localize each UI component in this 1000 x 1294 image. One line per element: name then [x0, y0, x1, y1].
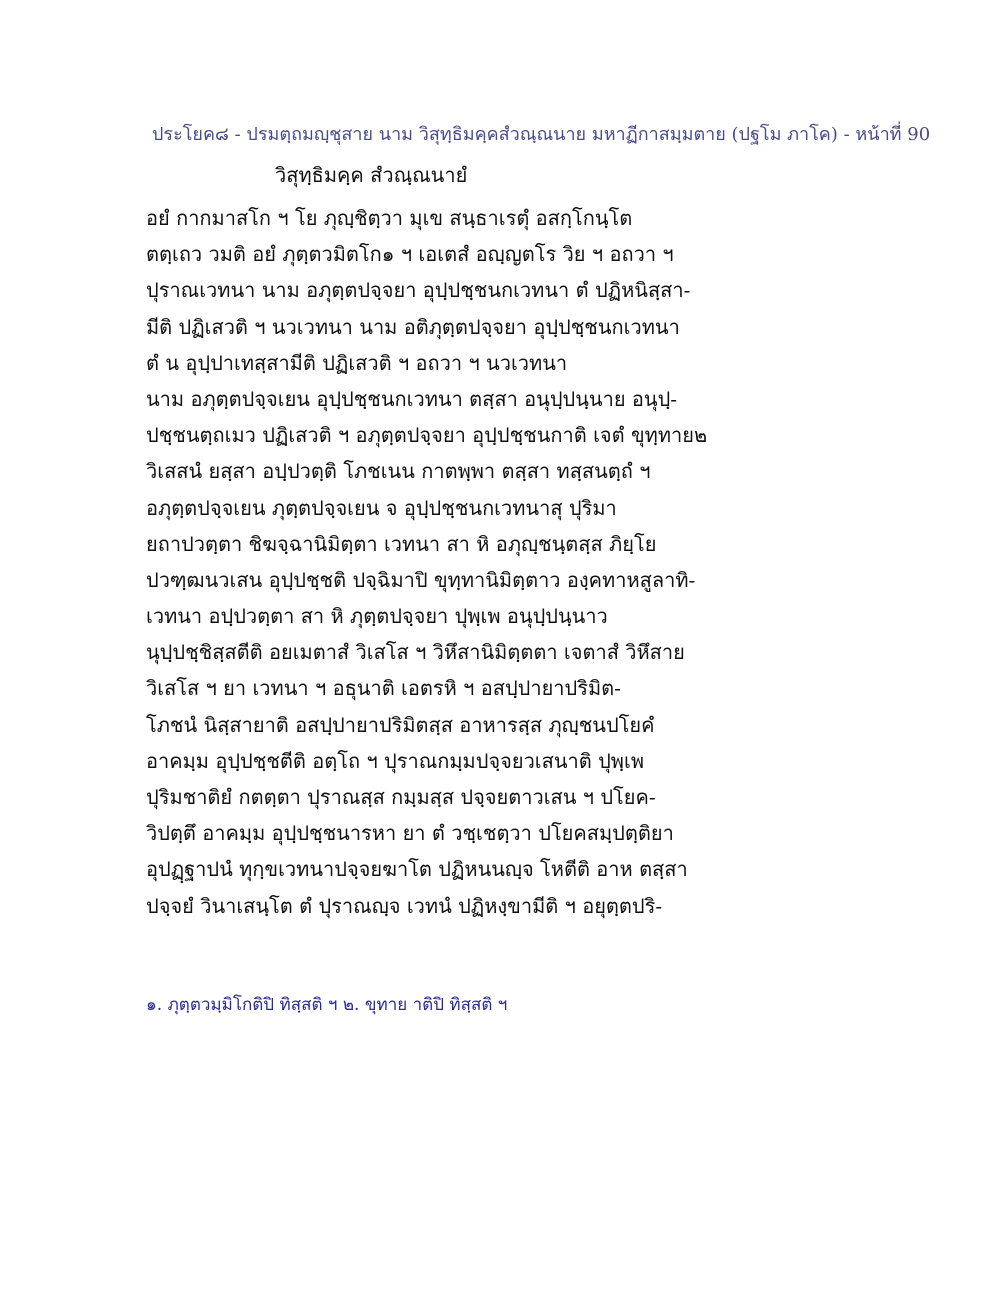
footnote: ๑. ภุตฺตวมฺมิโกติปิ ทิสฺสติ ฯ ๒. ขุทาย าติปิ ทิสฺสติ ฯ	[146, 995, 508, 1015]
text-line: นาม อภุตฺตปจฺจเยน อุปฺปชฺชนกเวทนา ตสฺสา อนุปฺปนฺนาย อนุปฺ-	[146, 386, 678, 411]
text-line: วิเสโส ฯ ยา เวทนา ฯ อธุนาติ เอตรหิ ฯ อสปฺปายาปริมิต-	[146, 676, 621, 701]
text-line: ตํ น อุปฺปาเทสฺสามีติ ปฏิเสวติ ฯ อถวา ฯ นวเวทนา	[146, 350, 568, 375]
text-line: เวทนา อปฺปวตฺตา สา หิ ภุตฺตปจฺจยา ปุพฺเพ อนุปฺปนฺนาว	[146, 604, 608, 629]
text-line: ปุริมชาติยํ กตตฺตา ปุราณสฺส กมฺมสฺส ปจฺจยตาวเสน ฯ ปโยค-	[146, 785, 656, 809]
text-line: ปุราณเวทนา นาม อภุตฺตปจฺจยา อุปฺปชฺชนกเวทนา ตํ ปฏิหนิสฺสา-	[146, 278, 691, 303]
text-line: ตตฺเถว วมติ อยํ ภุตฺตวมิตโก๑ ฯ เอเตสํ อญฺญตโร วิย ฯ อถวา ฯ	[146, 242, 674, 267]
text-line: ปวฑฺฒนวเสน อุปฺปชฺชติ ปจฺฉิมาปิ ขุทฺทานิมิตฺตาว องฺคทาหสูลาทิ-	[146, 567, 696, 592]
section-title: วิสุทฺธิมคฺค สํวณฺณนายํ	[275, 163, 468, 187]
text-line: นุปฺปชฺชิสฺสตีติ อยเมตาสํ วิเสโส ฯ วิหึสานิมิตฺตตา เจตาสํ วิหึสาย	[146, 640, 685, 665]
text-line: อาคมฺม อุปฺปชฺชตีติ อตฺโถ ฯ ปุราณกมฺมปจฺจยวเสนาติ ปุพฺเพ	[146, 748, 644, 773]
text-line: อุปฏฺฐาปนํ ทุกฺขเวทนาปจฺจยฆาโต ปฏิหนนญฺจ โหตีติ อาห ตสฺสา	[146, 857, 688, 882]
text-line: ปจฺจยํ วินาเสนฺโต ตํ ปุราณญฺจ เวทนํ ปฏิหงฺขามีติ ฯ อยุตฺตปริ-	[146, 893, 663, 918]
text-line: มีติ ปฏิเสวติ ฯ นวเวทนา นาม อติภุตฺตปจฺจยา อุปฺปชฺชนกเวทนา	[146, 314, 680, 339]
text-line: อยํ กากมาสโก ฯ โย ภุญฺชิตฺวา มุเข สนฺธาเรตุํ อสกฺโกนฺโต	[146, 206, 633, 230]
text-line: วิปตฺตึ อาคมฺม อุปฺปชฺชนารหา ยา ตํ วชฺเชตฺวา ปโยคสมฺปตฺติยา	[146, 821, 674, 846]
text-line: โภชนํ นิสฺสายาติ อสปฺปายาปริมิตสฺส อาหารสฺส ภุญฺชนปโยคํ	[146, 712, 655, 737]
text-line: ปชฺชนตฺถเมว ปฏิเสวติ ฯ อภุตฺตปจฺจยา อุปฺปชฺชนกาติ เจตํ ขุทฺทาย๒	[146, 423, 708, 448]
text-line: ยถาปวตฺตา ชิฆจฺฉานิมิตฺตา เวทนา สา หิ อภุญฺชนฺตสฺส ภิยฺโย	[146, 531, 657, 556]
body-text	[146, 200, 706, 924]
text-line: อภุตฺตปจฺจเยน ภุตฺตปจฺจเยน จ อุปฺปชฺชนกเวทนาสุ ปุริมา	[146, 495, 617, 520]
text-line: วิเสสนํ ยสฺสา อปฺปวตฺติ โภชเนน กาตพฺพา ตสฺสา ทสฺสนตฺถํ ฯ	[146, 459, 651, 484]
running-header: ประโยค๘ - ปรมตฺถมญฺชุสาย นาม วิสุทฺธิมคฺคสํวณฺณนาย มหาฏีกาสมฺมตาย (ปฐโม ภาโค) - หน้าที่ 90	[152, 124, 931, 145]
